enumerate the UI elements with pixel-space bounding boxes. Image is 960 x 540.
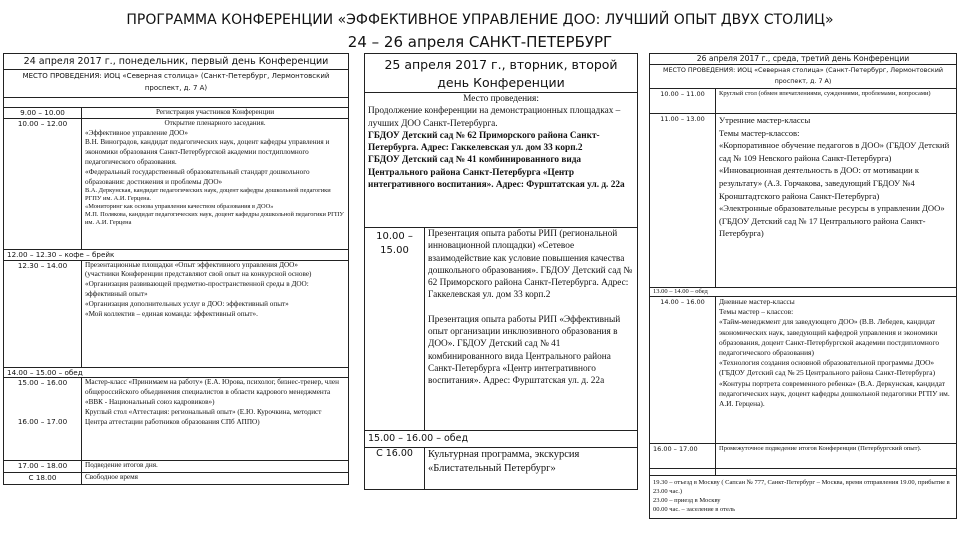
break-row: 15.00 – 16.00 – обед: [365, 431, 638, 448]
event-cell: [425, 228, 638, 431]
time-cell: 14.00 – 16.00: [650, 297, 716, 444]
event-cell: Подведение итогов дня.: [82, 461, 349, 473]
event-cell: Культурная программа, экскурсия «Блистательный Петербург»: [425, 448, 638, 490]
event-line: Открытие пленарного заседания.: [164, 118, 266, 127]
break-row: 13.00 – 14.00 – обед: [650, 288, 957, 297]
table-row: [650, 114, 957, 288]
table-row: [650, 297, 957, 444]
table-row: [365, 228, 638, 431]
spacer-cell: [716, 469, 957, 476]
document-title: ПРОГРАММА КОНФЕРЕНЦИИ «ЭФФЕКТИВНОЕ УПРАВЛЕНИЕ ДОО: ЛУЧШИЙ ОПЫТ ДВУХ СТОЛИЦ»: [126, 12, 834, 28]
event-line: Утренние мастер-классы: [719, 115, 811, 125]
table-row: [4, 108, 349, 119]
table-row: [4, 461, 349, 473]
time-cell: 10.00 – 12.00: [4, 118, 82, 249]
time-start: 15.00 – 16.00: [17, 378, 68, 388]
table-row: [4, 473, 349, 485]
event-line: «Мониторинг как основа управления качеством образования в ДОО»: [85, 203, 274, 211]
event-line: Темы мастер-классов:: [719, 127, 800, 138]
event-line: Мастер-класс «Принимаем на работу» (Е.А. Юрова, психолог, бизнес-тренер, член общероссийского объединения специалистов в области кадрового менеджмента «ВВК - Национальный союз кадровиков»): [85, 378, 339, 406]
event-line: (участники Конференции представляют свой опыт на конкурсной основе): [85, 270, 312, 279]
time-cell: 10.00 – 15.00: [365, 228, 425, 431]
event-line: Круглый стол «Аттестация: региональный опыт» (Е.Ю. Курочкина, методист Центра аттестации работников образования СПб АППО): [85, 407, 322, 426]
event-line: «Электронные образовательные ресурсы в управлении ДОО» (ГБДОУ Детский сад № 17 Центрального района Санкт-Петербурга): [719, 203, 945, 239]
break-row: 12.00 – 12.30 – кофе – брейк: [4, 249, 349, 260]
table-row: [650, 89, 957, 114]
day1-header: 24 апреля 2017 г., понедельник, первый день Конференции: [4, 54, 349, 70]
day3-footer: [650, 476, 957, 519]
time-cell: 16.00 – 17.00: [650, 444, 716, 469]
day2-schedule-table: [364, 53, 638, 490]
day1-schedule-table: [3, 53, 349, 485]
event-cell: [82, 378, 349, 461]
venue-line: Продолжение конференции на демонстрационных площадках – лучших ДОО Санкт-Петербурга.: [368, 106, 621, 129]
event-line: В.Н. Виноградов, кандидат педагогических наук, доцент кафедры управления и экономики образования Санкт-Петербургской академии постдипломного педагогического образования.: [85, 138, 330, 166]
event-cell: [82, 118, 349, 249]
event-line: В.А. Деркунская, кандидат педагогических наук, доцент кафедры дошкольной педагогики РГПУ им. А.И. Герцена.: [85, 187, 331, 203]
spacer-row: [4, 98, 349, 108]
event-line: «Эффективное управление ДОО»: [85, 128, 188, 137]
footer-line: 19.30 – отъезд в Москву ( Сапсан № 777, Санкт-Петербург – Москва, время отправления 19.00, прибытие в 23.00 час.): [653, 479, 950, 495]
time-cell: 12.30 – 14.00: [4, 260, 82, 367]
event-line: Презентационные площадки «Опыт эффективного управления ДОО»: [85, 260, 298, 269]
event-line: Презентация опыта работы РИП (региональной инновационной площадки) «Сетевое взаимодействие как условие повышения качества дошкольного образования». ГБДОУ Детский сад № 62 Приморского района Санкт-Петербурга. Адрес: Гаккелевская ул. дом 33 корп.2: [428, 229, 633, 301]
venue-label: Место проведения:: [463, 94, 539, 104]
event-line: «Мой коллектив – единая команда: эффективный опыт».: [85, 309, 258, 318]
day2-venue: [365, 93, 638, 228]
time-cell: С 18.00: [4, 473, 82, 485]
table-row: [4, 378, 349, 461]
event-line: «Организация дополнительных услуг в ДОО: эффективный опыт»: [85, 299, 289, 308]
table-row: [650, 444, 957, 469]
day3-venue: МЕСТО ПРОВЕДЕНИЯ: ИОЦ «Северная столица» (Санкт-Петербург, Лермонтовский проспект, д. 7 А): [650, 65, 957, 89]
event-line: «Корпоративное обучение педагогов в ДОО» (ГБДОУ Детский сад № 109 Невского района Санкт-Петербурга): [719, 140, 950, 163]
table-row: [4, 118, 349, 249]
event-cell: [82, 260, 349, 367]
time-cell: [4, 378, 82, 461]
time-cell: 10.00 – 11.00: [650, 89, 716, 114]
day3-schedule-table: [649, 53, 957, 519]
event-line: «Технология создания основной образовательной программы ДОО» (ГБДОУ Детский сад № 25 Центрального района Санкт-Петербурга): [719, 358, 936, 378]
time-second: 16.00 – 17.00: [17, 417, 68, 427]
footer-line: 00.00 час. – заселение в отель: [653, 506, 736, 513]
event-line: Презентация опыта работы РИП «Эффективный опыт организации инклюзивного образования в ДОО». ГБДОУ Детский сад № 41 комбинированного вида Центрального района Санкт-Петербурга «Центр интегративного воспитания». Адрес: Фурштатская ул. д. 22а: [428, 314, 621, 387]
venue-line: ГБДОУ Детский сад № 41 комбинированного вида Центрального района Санкт-Петербурга «Центр интегративного воспитания». Адрес: Фурштатская ул. д. 22а: [368, 155, 625, 191]
time-cell: 9.00 – 10.00: [4, 108, 82, 119]
event-line: Дневные мастер-классы: [719, 297, 795, 306]
event-line: «Организация развивающей предметно-пространственной среды в ДОО: эффективный опыт»: [85, 280, 309, 298]
event-line: Темы мастер – классов:: [719, 307, 794, 317]
event-cell: Свободное время: [82, 473, 349, 485]
event-line: «Инновационная деятельность в ДОО: от мотивации к результату» (А.З. Горчакова, заведующий ГБДОУ №4 Кронштадтского района Санкт-Петербурга): [719, 165, 919, 201]
time-cell: 11.00 – 13.00: [650, 114, 716, 288]
break-row: 14.00 – 15.00 – обед: [4, 367, 349, 378]
event-line: М.П. Полякова, кандидат педагогических наук, доцент кафедры дошкольной педагогики РГПУ им. А.И. Герцена: [85, 211, 344, 227]
spacer-cell: [650, 469, 716, 476]
footer-line: 23.00 – приезд в Москву: [653, 497, 721, 504]
event-line: «Тайм-менеджмент для заведующего ДОО» (В.В. Лебедев, кандидат экономических наук, заведующий кафедрой управления и экономики образования, доцент Санкт-Петербургской академии постдипломного педагогического образования): [719, 317, 940, 358]
day1-venue: МЕСТО ПРОВЕДЕНИЯ: ИОЦ «Северная столица» (Санкт-Петербург, Лермонтовский проспект, д. 7 А): [4, 70, 349, 98]
event-line: «Контуры портрета современного ребенка» (В.А. Деркунская, кандидат педагогических наук, доцент кафедры дошкольной педагогики РГПУ им. А.И. Герцена).: [719, 378, 950, 409]
day3-header: 26 апреля 2017 г., среда, третий день Конференции: [650, 54, 957, 65]
event-cell: Промежуточное подведение итогов Конференции (Петербургский опыт).: [716, 444, 957, 469]
day2-header: 25 апреля 2017 г., вторник, второй день Конференции: [365, 54, 638, 93]
event-cell: Круглый стол (обмен впечатлениями, суждениями, проблемами, вопросами): [716, 89, 957, 114]
table-row: [4, 260, 349, 367]
time-cell: С 16.00: [365, 448, 425, 490]
document-subtitle: 24 – 26 апреля САНКТ-ПЕТЕРБУРГ: [347, 33, 613, 51]
table-row: [365, 448, 638, 490]
time-cell: 17.00 – 18.00: [4, 461, 82, 473]
event-cell: [716, 297, 957, 444]
venue-line: ГБДОУ Детский сад № 62 Приморского района Санкт-Петербурга. Адрес: Гаккелевская ул. дом 33 корп.2: [368, 130, 600, 154]
event-line: «Федеральный государственный образовательный стандарт дошкольного образования: достижения и проблемы ДОО»: [85, 167, 310, 186]
event-cell: Регистрация участников Конференции: [82, 108, 349, 119]
event-cell: [716, 114, 957, 288]
